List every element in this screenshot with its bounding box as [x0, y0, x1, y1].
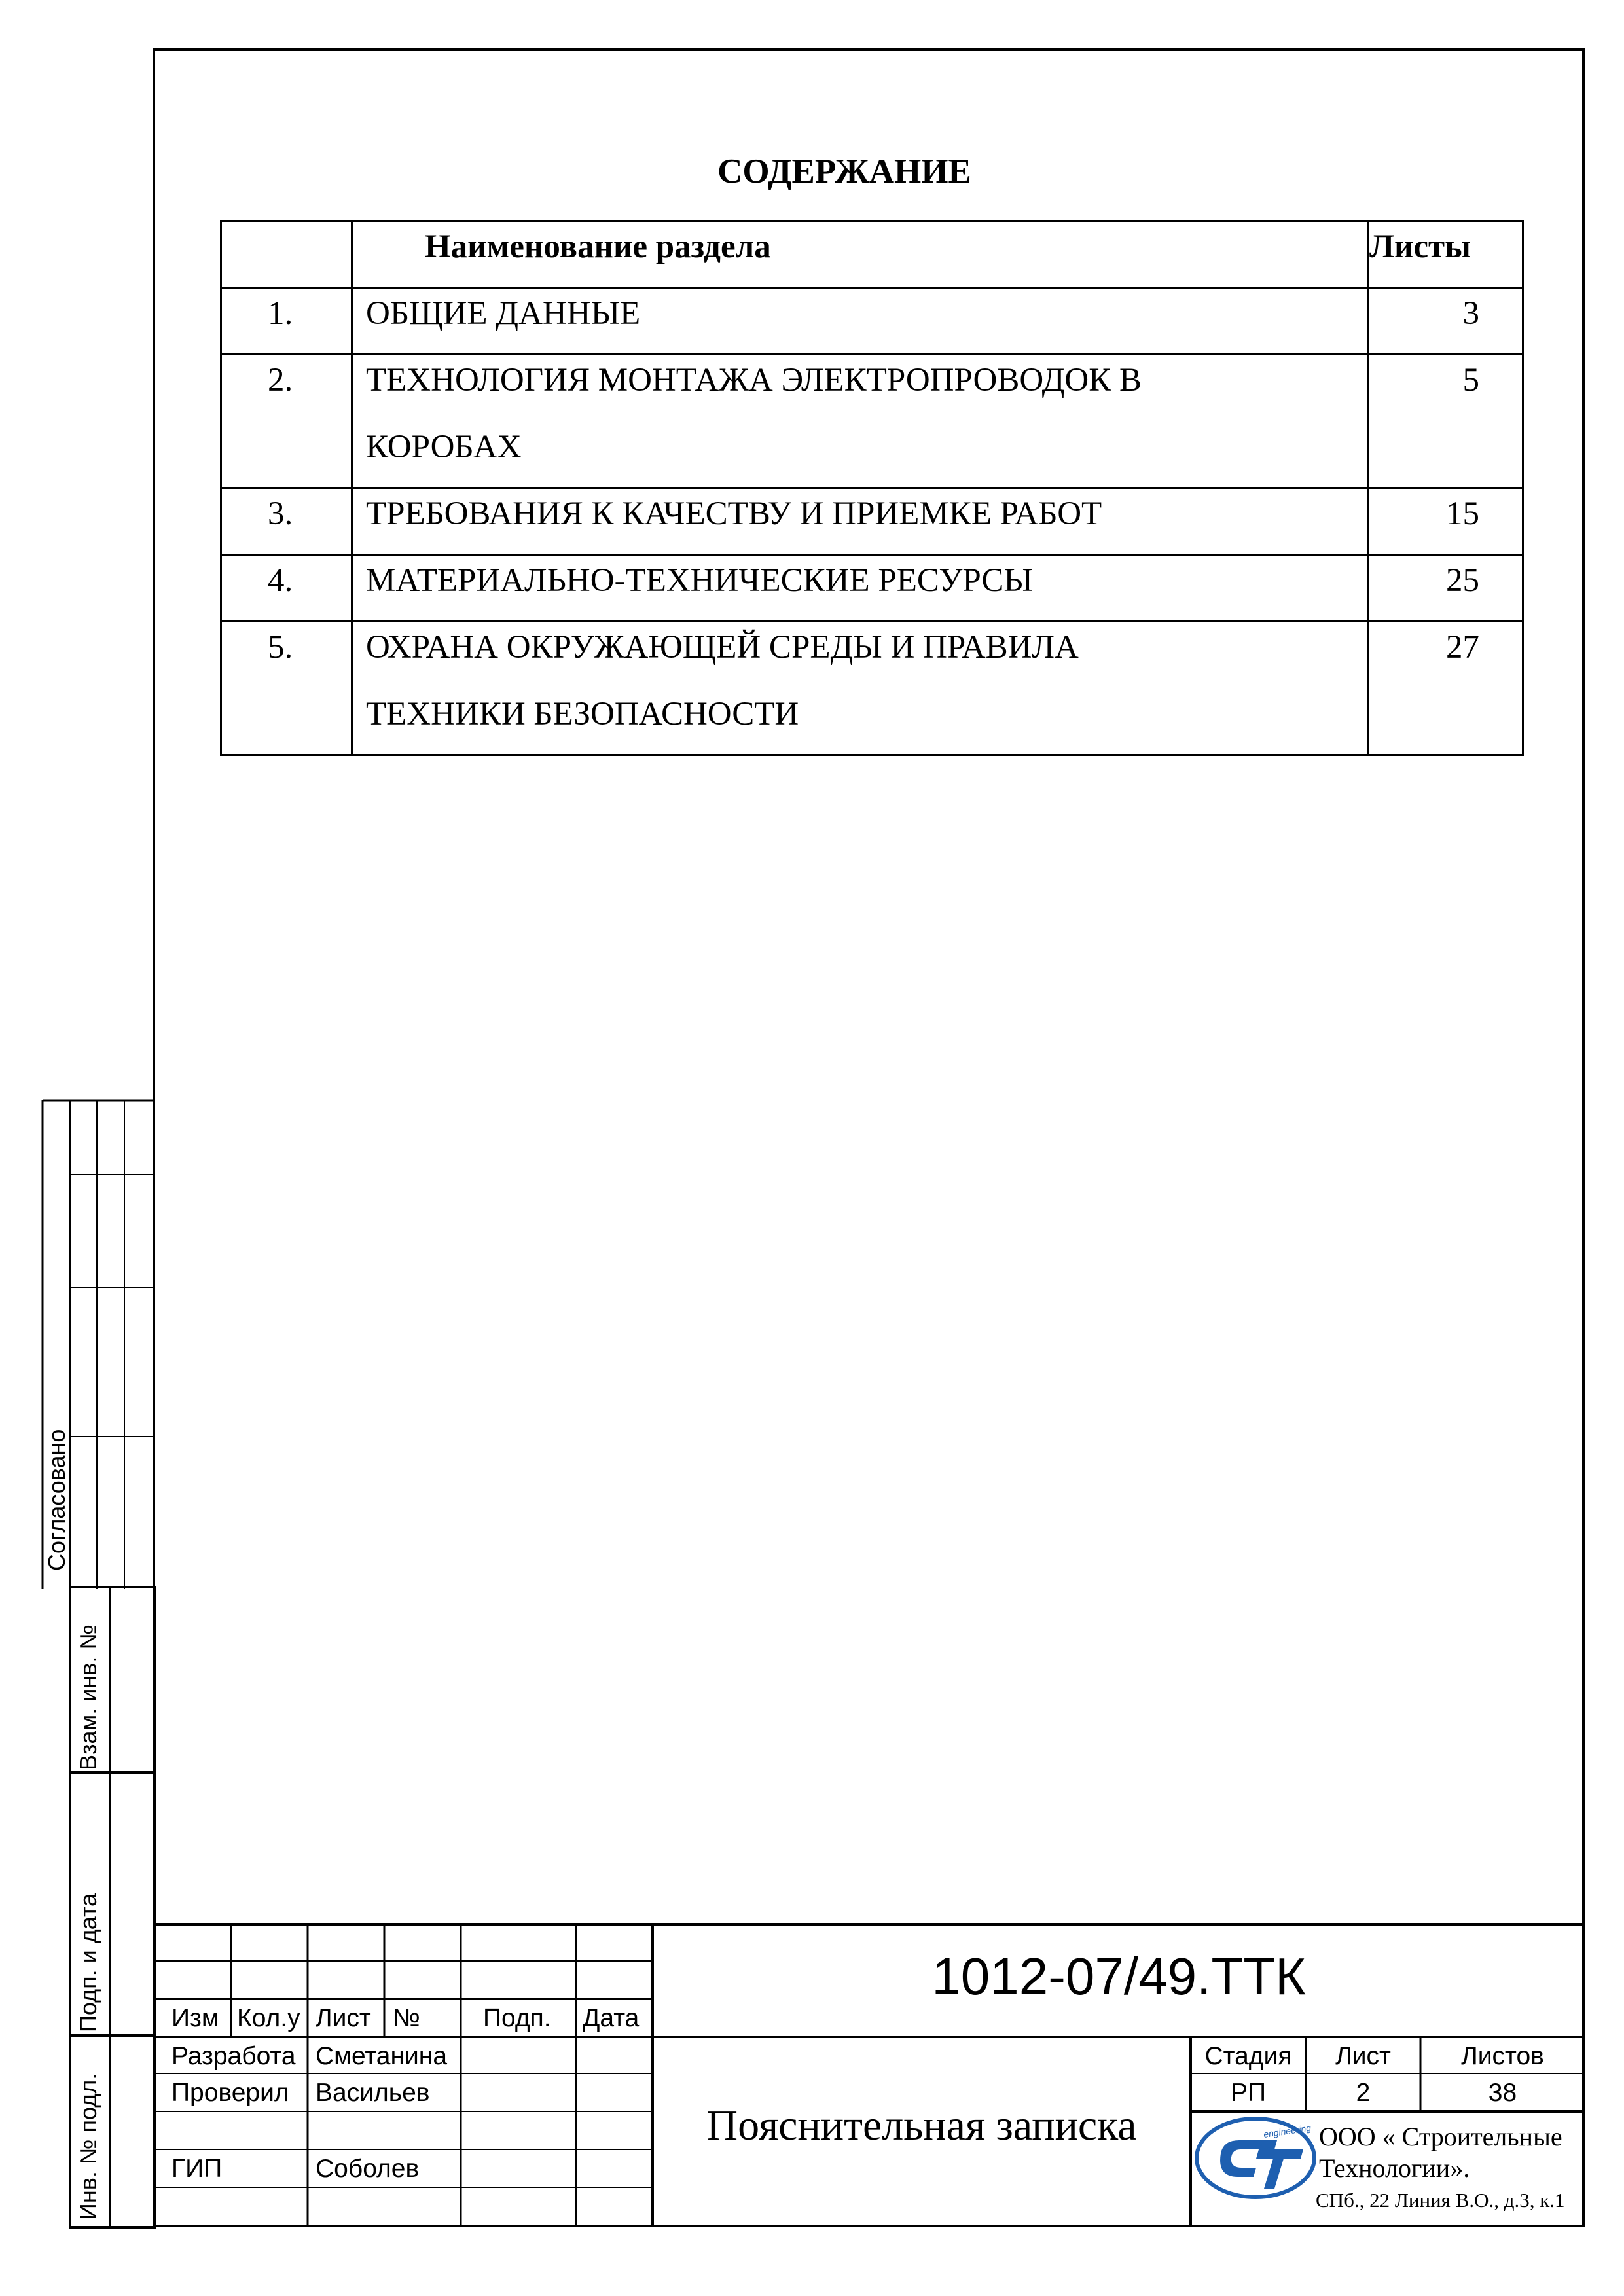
sheets-label: Листов [1461, 2042, 1544, 2070]
doc-code: 1012-07/49.ТТК [931, 1947, 1306, 2005]
table-row: 3. ТРЕБОВАНИЯ К КАЧЕСТВУ И ПРИЕМКЕ РАБОТ 15 [221, 488, 1523, 555]
stage-label: Стадия [1204, 2042, 1292, 2070]
toc-header-sheets: Листы [1369, 221, 1523, 288]
toc-title: СОДЕРЖАНИЕ [717, 152, 971, 190]
col-num: № [393, 2004, 420, 2032]
side-label-podp-data: Подп. и дата [75, 1893, 101, 2032]
side-label-vzam-inv: Взам. инв. № [75, 1624, 101, 1770]
table-row: 4. МАТЕРИАЛЬНО-ТЕХНИЧЕСКИЕ РЕСУРСЫ 25 [221, 555, 1523, 622]
table-row: 1. ОБЩИЕ ДАННЫЕ 3 [221, 288, 1523, 355]
logo-text: engineering [1263, 2122, 1312, 2140]
org-name-line1: ООО « Строительные [1319, 2122, 1562, 2151]
org-name-line2: Технологии». [1319, 2153, 1470, 2183]
role-developer: Разработа [171, 2042, 296, 2070]
table-row: 2. ТЕХНОЛОГИЯ МОНТАЖА ЭЛЕКТРОПРОВОДОК В КОРОБАХ 5 [221, 355, 1523, 488]
side-label-inv-podl: Инв. № подл. [75, 2073, 101, 2220]
doc-title: Пояснительная записка [706, 2102, 1137, 2149]
col-kol: Кол.у [237, 2004, 300, 2032]
sheet-value: 2 [1356, 2079, 1371, 2107]
col-data: Дата [583, 2004, 640, 2032]
role-checker: Проверил [171, 2079, 289, 2107]
side-label-soglasovano: Согласовано [43, 1429, 70, 1571]
stage-value: РП [1230, 2079, 1267, 2107]
toc-header-name: Наименование раздела [352, 221, 1369, 288]
col-list: Лист [316, 2004, 371, 2032]
name-gip: Соболев [316, 2155, 420, 2183]
table-row: 5. ОХРАНА ОКРУЖАЮЩЕЙ СРЕДЫ И ПРАВИЛА ТЕХНИКИ БЕЗОПАСНОСТИ 27 [221, 622, 1523, 755]
org-address: СПб., 22 Линия В.О., д.3, к.1 [1316, 2189, 1565, 2212]
col-izm: Изм [171, 2004, 219, 2032]
sheets-value: 38 [1488, 2079, 1517, 2107]
col-podp: Подп. [483, 2004, 551, 2032]
name-checker: Васильев [316, 2079, 430, 2107]
company-logo [1193, 2115, 1318, 2200]
sheet-label: Лист [1335, 2042, 1391, 2070]
name-developer: Сметанина [316, 2042, 448, 2070]
role-gip: ГИП [171, 2155, 223, 2183]
